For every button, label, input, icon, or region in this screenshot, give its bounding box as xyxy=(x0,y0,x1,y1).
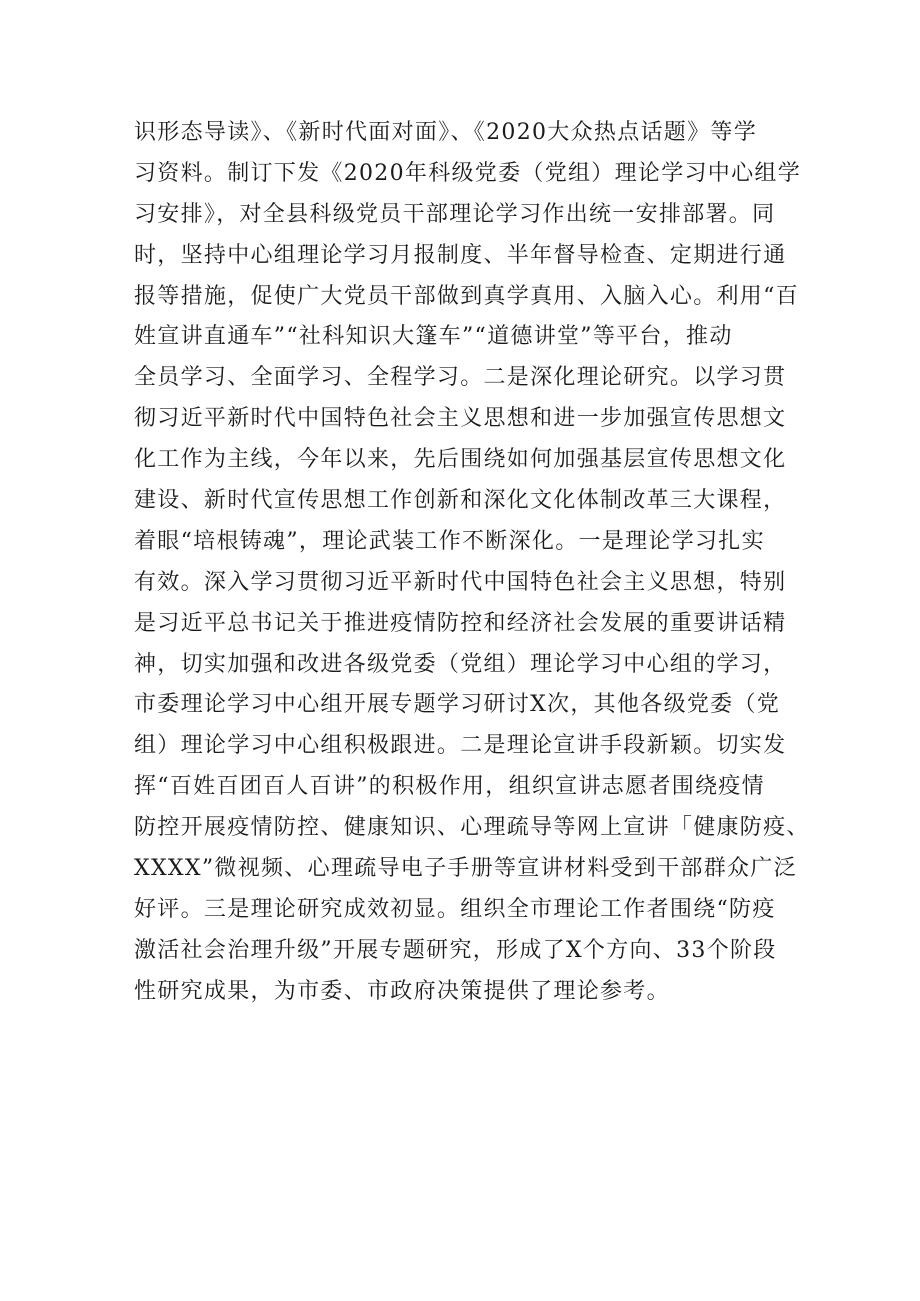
text-line: 着眼“培根铸魂”，理论武装工作不断深化。一是理论学习扎实 xyxy=(134,528,765,554)
text-line: 组）理论学习中心组积极跟进。二是理论宣讲手段新颖。切实发 xyxy=(134,733,787,759)
text-line: 习资料。制订下发《2020年科级党委（党组）理论学习中心组学 xyxy=(134,160,801,186)
text-line: 建设、新时代宣传思想工作创新和深化文化体制改革三大课程， xyxy=(134,488,787,514)
text-line: 习安排》，对全县科级党员干部理论学习作出统一安排部署。同 xyxy=(134,201,776,227)
text-line: 识形态导读》、《新时代面对面》、《2020大众热点话题》等学 xyxy=(134,120,757,145)
text-line: 姓宣讲直通车”“社科知识大篷车”“道德讲堂”等平台，推动 xyxy=(134,324,733,350)
text-line: 性研究成果，为市委、市政府决策提供了理论参考。 xyxy=(134,978,670,1004)
text-line: 好评。三是理论研究成效初显。组织全市理论工作者围绕“防疫 xyxy=(134,896,776,922)
text-line: XXXX”微视频、心理疏导电子手册等宣讲材料受到干部群众广泛 xyxy=(134,856,797,882)
text-line: 全员学习、全面学习、全程学习。二是深化理论研究。以学习贯 xyxy=(134,365,787,391)
text-line: 是习近平总书记关于推进疫情防控和经济社会发展的重要讲话精 xyxy=(134,610,787,636)
text-line: 激活社会治理升级”开展专题研究，形成了X个方向、33个阶段 xyxy=(134,937,777,963)
text-line: 彻习近平新时代中国特色社会主义思想和进一步加强宣传思想文 xyxy=(134,406,787,432)
text-line: 市委理论学习中心组开展专题学习研讨X次，其他各级党委（党 xyxy=(134,692,781,718)
text-line: 有效。深入学习贯彻习近平新时代中国特色社会主义思想，特别 xyxy=(134,569,787,595)
text-line: 时，坚持中心组理论学习月报制度、半年督导检查、定期进行通 xyxy=(134,242,787,268)
body-paragraph xyxy=(134,113,814,1013)
text-line: 化工作为主线，今年以来，先后围绕如何加强基层宣传思想文化 xyxy=(134,447,787,473)
text-line: 神，切实加强和改进各级党委（党组）理论学习中心组的学习， xyxy=(134,651,787,677)
text-line: 挥“百姓百团百人百讲”的积极作用，组织宣讲志愿者围绕疫情 xyxy=(134,774,765,800)
text-line: 报等措施，促使广大党员干部做到真学真用、入脑入心。利用“百 xyxy=(134,283,799,309)
text-line: 防控开展疫情防控、健康知识、心理疏导等网上宣讲「健康防疫、 xyxy=(134,815,810,841)
